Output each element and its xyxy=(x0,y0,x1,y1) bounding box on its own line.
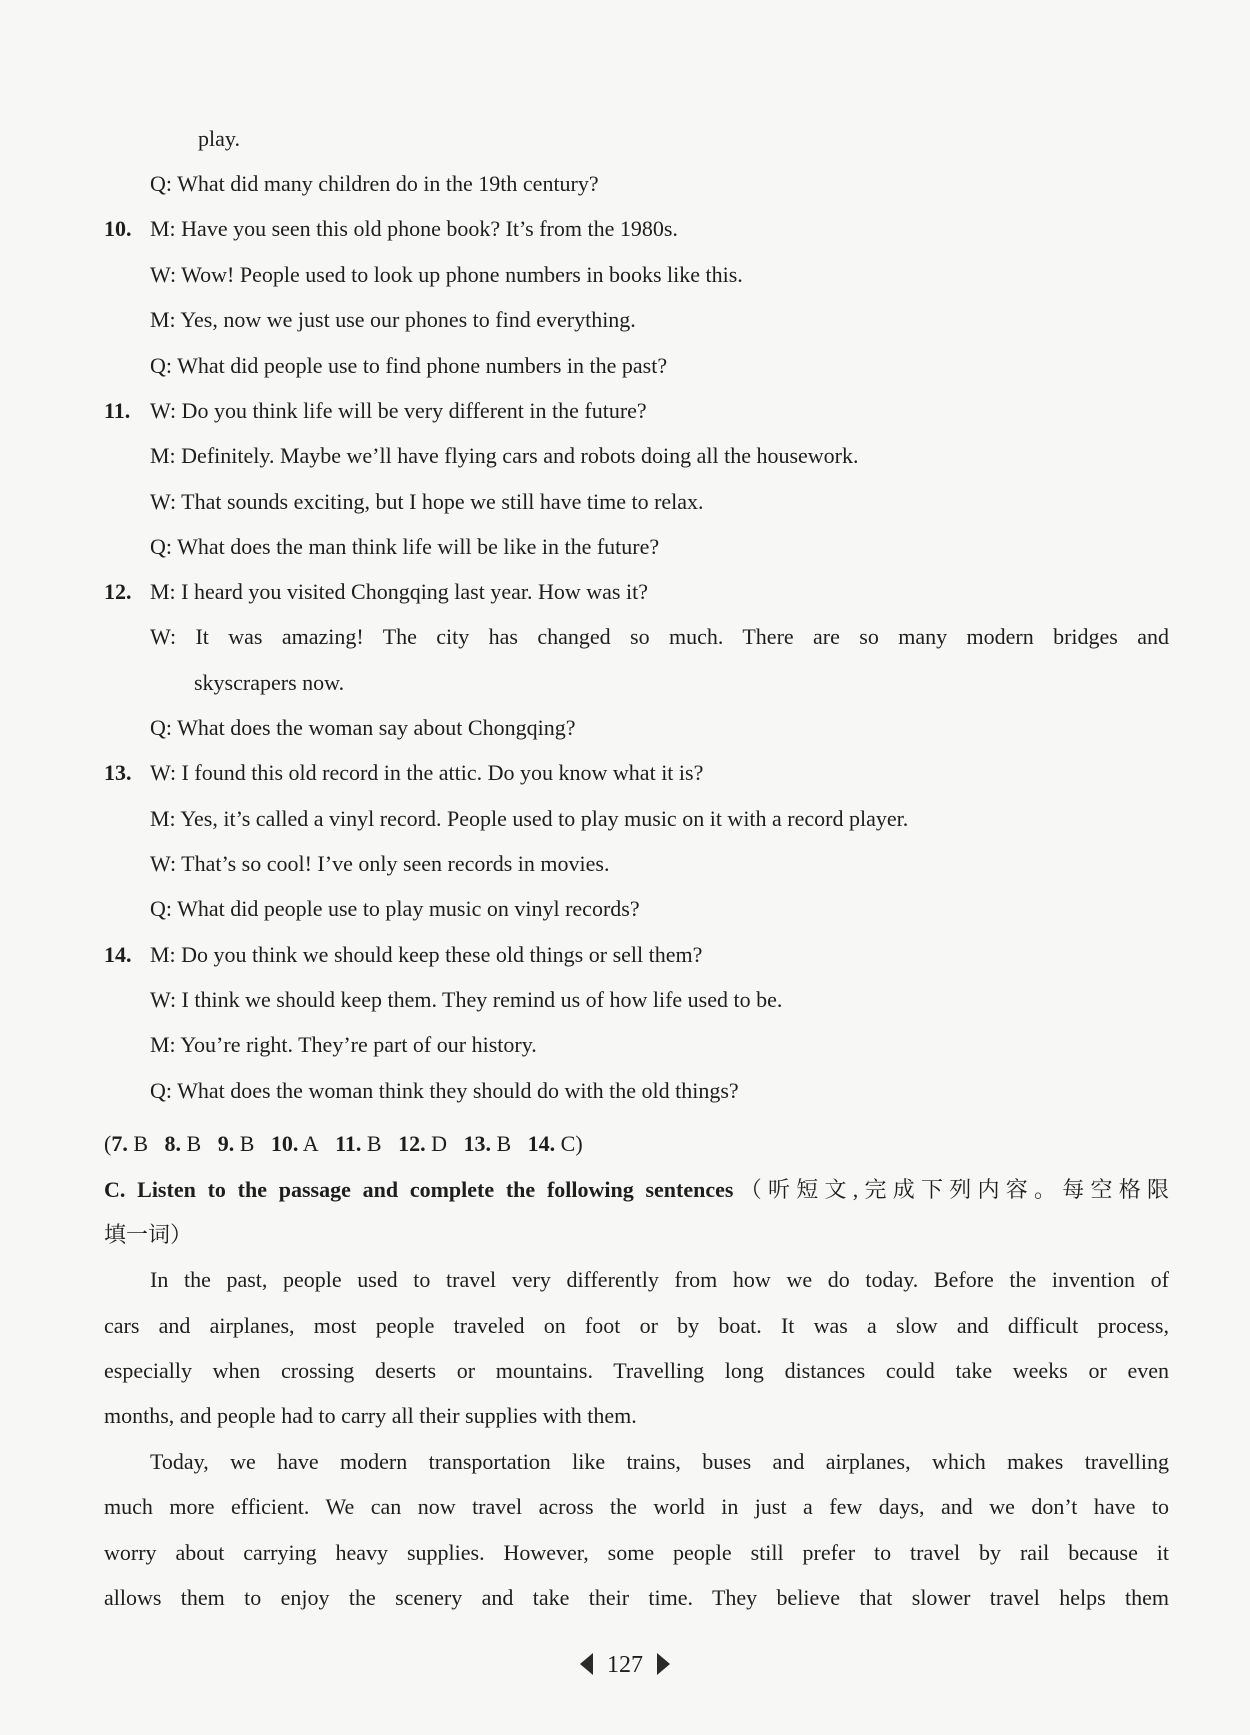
section-c-instruction: （听短文,完成下列内容。每空格限 xyxy=(733,1177,1169,1202)
triangle-right-icon xyxy=(657,1653,670,1675)
dialogue-line: M: You’re right. They’re part of our history. xyxy=(150,1032,537,1057)
dialogue-line: Q: What did people use to find phone numbers in the past? xyxy=(150,353,668,378)
passage-line: allows them to enjoy the scenery and take their time. They believe that slower travel helps them xyxy=(104,1585,1169,1610)
passage-line: months, and people had to carry all their supplies with them. xyxy=(104,1403,637,1428)
passage-line: Today, we have modern transportation like trains, buses and airplanes, which makes travelling xyxy=(150,1449,1169,1474)
dialogue-line: W: Wow! People used to look up phone numbers in books like this. xyxy=(150,262,743,287)
dialogue-line: M: Yes, now we just use our phones to find everything. xyxy=(150,307,636,332)
question-number: 14. xyxy=(104,942,132,967)
question-number: 13. xyxy=(104,760,132,785)
dialogue-line: Q: What does the man think life will be like in the future? xyxy=(150,534,660,559)
dialogue-line: W: That’s so cool! I’ve only seen records in movies. xyxy=(150,851,610,876)
section-c-title: C. Listen to the passage and complete the following sentences xyxy=(104,1177,734,1202)
dialogue-line: play. xyxy=(198,126,240,151)
dialogue-line: skyscrapers now. xyxy=(194,670,345,695)
dialogue-line: Q: What does the woman say about Chongqing? xyxy=(150,715,576,740)
dialogue-line: M: Have you seen this old phone book? It’s from the 1980s. xyxy=(150,216,678,241)
passage-line: much more efficient. We can now travel across the world in just a few days, and we don’t have to xyxy=(104,1494,1169,1519)
passage-line: cars and airplanes, most people traveled on foot or by boat. It was a slow and difficult process, xyxy=(104,1313,1169,1338)
triangle-left-icon xyxy=(580,1653,593,1675)
page-footer xyxy=(0,1650,1250,1680)
page-number: 127 xyxy=(607,1652,643,1678)
passage-line: worry about carrying heavy supplies. However, some people still prefer to travel by rail because it xyxy=(104,1540,1169,1565)
dialogue-line: W: It was amazing! The city has changed so much. There are so many modern bridges and xyxy=(150,624,1169,649)
passage-line: In the past, people used to travel very differently from how we do today. Before the invention of xyxy=(150,1267,1169,1292)
question-number: 10. xyxy=(104,216,132,241)
dialogue-line: Q: What does the woman think they should do with the old things? xyxy=(150,1078,739,1103)
answer-key: (7. B 8. B 9. B 10. A 11. B 12. D 13. B 14. C) xyxy=(104,1131,583,1156)
question-number: 11. xyxy=(104,398,131,423)
passage-line: especially when crossing deserts or mountains. Travelling long distances could take weeks or even xyxy=(104,1358,1169,1383)
dialogue-line: W: That sounds exciting, but I hope we still have time to relax. xyxy=(150,489,704,514)
dialogue-line: M: Do you think we should keep these old things or sell them? xyxy=(150,942,703,967)
section-c-instruction-cont: 填一词） xyxy=(104,1222,193,1247)
dialogue-line: M: Definitely. Maybe we’ll have flying cars and robots doing all the housework. xyxy=(150,443,859,468)
dialogue-line: W: Do you think life will be very different in the future? xyxy=(150,398,647,423)
dialogue-line: W: I found this old record in the attic. Do you know what it is? xyxy=(150,760,704,785)
dialogue-line: Q: What did people use to play music on vinyl records? xyxy=(150,896,640,921)
dialogue-line: W: I think we should keep them. They remind us of how life used to be. xyxy=(150,987,783,1012)
dialogue-line: Q: What did many children do in the 19th century? xyxy=(150,171,599,196)
dialogue-line: M: Yes, it’s called a vinyl record. People used to play music on it with a record player. xyxy=(150,806,909,831)
section-c-heading xyxy=(104,1175,1169,1205)
question-number: 12. xyxy=(104,579,132,604)
dialogue-line: M: I heard you visited Chongqing last year. How was it? xyxy=(150,579,648,604)
